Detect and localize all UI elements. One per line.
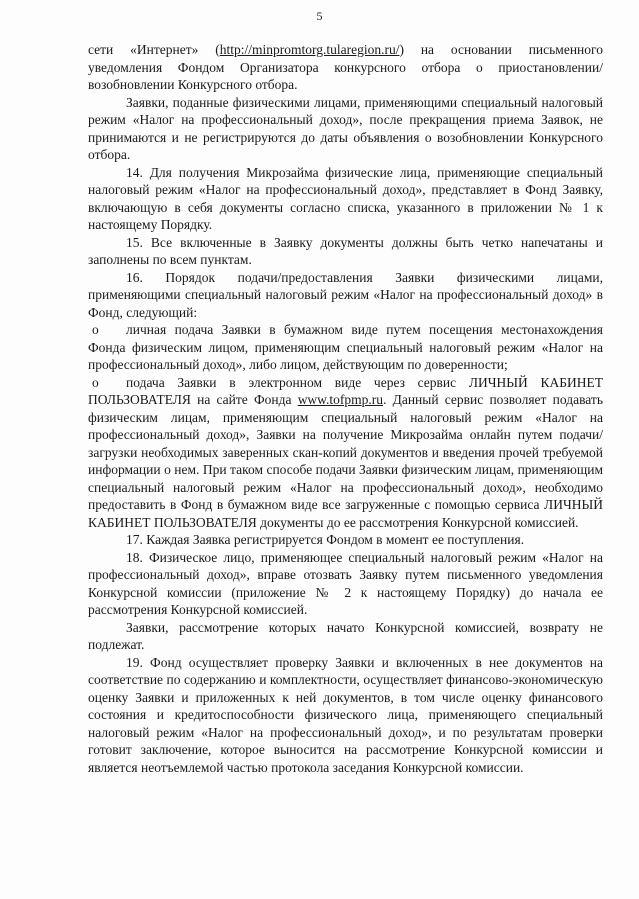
- paragraph-14: 14. Для получения Микрозайма физические лица, применяющие специальный налоговый режим «Налог на профессиональный доход», представляет в Фонд Заявку, включающую в себя документы согласно списка, указанного в приложении № 1 к настоящему Порядку.: [88, 164, 603, 232]
- paragraph-15: 15. Все включенные в Заявку документы должны быть четко напечатаны и заполнены по всем пунктам.: [88, 234, 603, 267]
- bullet-marker: o: [92, 322, 99, 337]
- list-item-online-submission: [88, 374, 603, 532]
- bullet-marker: o: [92, 374, 99, 390]
- list-item-text-pre: подача Заявки в электронном виде через сервис ЛИЧНЫЙ КАБИНЕТ ПОЛЬЗОВАТЕЛЯ на сайте Фонда: [88, 374, 603, 407]
- paragraph-19: 19. Фонд осуществляет проверку Заявки и включенных в нее документов на соответствие по содержанию и комплектности, осуществляет финансово-экономическую оценку Заявки и приложенных к ней документов, в том числе оценку финансового состояния и кредитоспособности физического лица, применяющего специальный налоговый режим «Налог на профессиональный доход», и по результатам проверки готовит заключение, которое выносится на рассмотрение Конкурсной комиссии и является неотъемлемой частью протокола заседания Конкурсной комиссии.: [88, 654, 603, 775]
- fund-website-link[interactable]: www.tofpmp.ru: [297, 392, 384, 407]
- paragraph-no-return: Заявки, рассмотрение которых начато Конкурсной комиссией, возврату не подлежат.: [88, 619, 603, 652]
- paragraph-applications-after-stop: Заявки, поданные физическими лицами, применяющими специальный налоговый режим «Налог на профессиональный доход», после прекращения приема Заявок, не принимаются и не регистрируются до даты объявления о возобновлении Конкурсного отбора.: [88, 94, 603, 162]
- list-item-text: личная подача Заявки в бумажном виде путем посещения местонахождения Фонда физическим лицом, применяющим специальный налоговый режим «Налог на профессиональный доход», либо лицом, действующим по доверенности;: [88, 322, 603, 372]
- paragraph-text-pre: сети «Интернет» (: [88, 42, 220, 57]
- ministry-website-link[interactable]: http://minpromtorg.tularegion.ru/: [219, 42, 400, 57]
- paragraph-text-post: ) на основании письменного уведомления Фондом Организатора конкурсного отбора о приостановлении/возобновлении Конкурсного отбора.: [88, 42, 603, 92]
- document-body: [88, 41, 603, 776]
- paragraph-18: 18. Физическое лицо, применяющее специальный налоговый режим «Налог на профессиональный доход», вправе отозвать Заявку путем письменного уведомления Конкурсной комиссии (приложение № 2 к настоящему Порядку) до начала ее рассмотрения Конкурсной комиссией.: [88, 549, 603, 617]
- paragraph-16: 16. Порядок подачи/предоставления Заявки физическими лицами, применяющими специальный налоговый режим «Налог на профессиональный доход» в Фонд, следующий:: [88, 269, 603, 320]
- list-item-text-post: . Данный сервис позволяет подавать физическим лицам, применяющим специальный налоговый режим «Налог на профессиональный доход», Заявки на получение Микрозайма онлайн путем подачи/загрузки необходимых заверенных скан-копий документов и введения прочей требуемой информации о нем. При таком способе подачи Заявки физическим лицам, применяющим специальный налоговый режим «Налог на профессиональный доход», необходимо предоставить в Фонд в бумажном виде все загруженные с помощью сервиса ЛИЧНЫЙ КАБИНЕТ ПОЛЬЗОВАТЕЛЯ документы до ее рассмотрения Конкурсной комиссией.: [88, 392, 603, 530]
- paragraph-17: 17. Каждая Заявка регистрируется Фондом в момент ее поступления.: [126, 532, 525, 547]
- page-number: 5: [316, 9, 323, 23]
- paragraph-continuation: [88, 41, 603, 94]
- list-item-paper-submission: [88, 321, 603, 374]
